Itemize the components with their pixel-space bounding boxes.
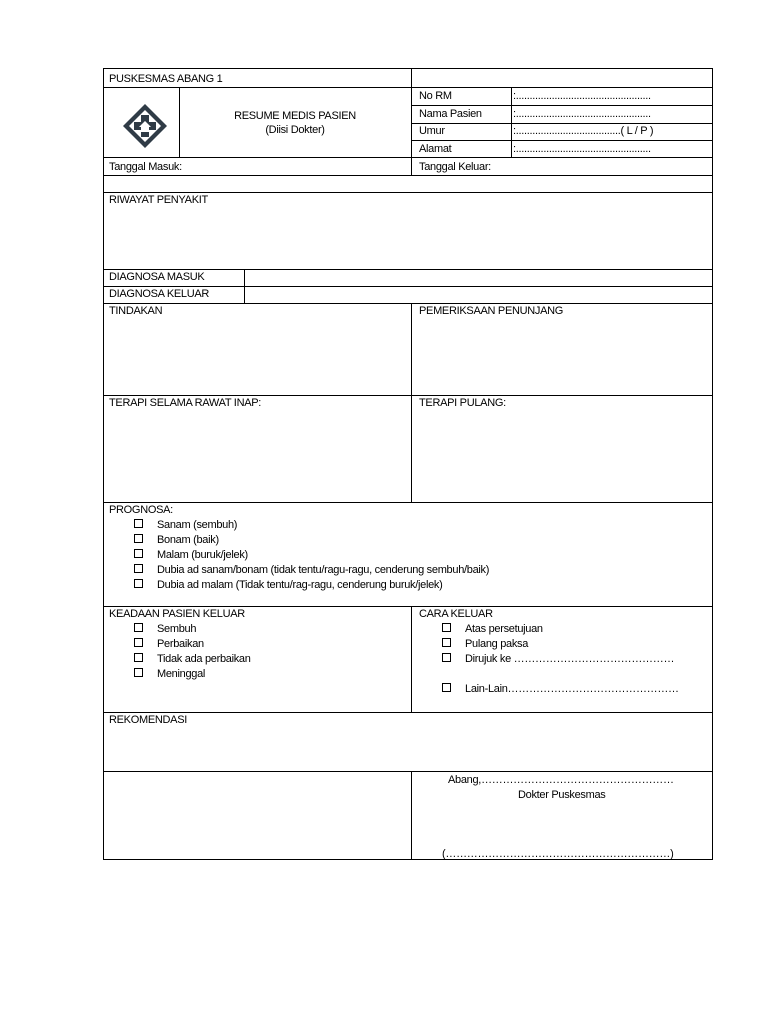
discharge-method-title: CARA KELUAR <box>419 608 493 620</box>
medical-resume-form <box>103 68 713 860</box>
no-rm-label: No RM <box>419 90 452 102</box>
checkbox[interactable] <box>442 653 451 662</box>
divider <box>511 87 512 158</box>
supporting-exam-label: PEMERIKSAAN PENUNJANG <box>419 305 564 317</box>
divider <box>411 771 412 860</box>
clinic-name: PUSKESMAS ABANG 1 <box>109 73 223 85</box>
discharge-method-option[interactable]: Lain-Lain………………………………………… <box>442 682 679 696</box>
discharge-method-option[interactable]: Pulang paksa <box>442 637 528 651</box>
checkbox[interactable] <box>134 549 143 558</box>
checkbox[interactable] <box>134 579 143 588</box>
prognosis-option[interactable]: Bonam (baik) <box>134 533 219 547</box>
checkbox[interactable] <box>442 638 451 647</box>
prognosis-option[interactable]: Dubia ad malam (Tidak tentu/rag-ragu, cenderung buruk/jelek) <box>134 578 442 592</box>
divider <box>104 502 712 503</box>
checkbox[interactable] <box>134 668 143 677</box>
divider <box>411 105 712 106</box>
patient-name-label: Nama Pasien <box>419 108 482 120</box>
checkbox[interactable] <box>442 623 451 632</box>
patient-name-value[interactable]: :................................................. <box>513 108 651 120</box>
signature-place-date[interactable]: Abang,……………………………………………… <box>448 774 674 786</box>
prognosis-option[interactable]: Malam (buruk/jelek) <box>134 548 248 562</box>
discharge-condition-option[interactable]: Perbaikan <box>134 637 204 651</box>
discharge-condition-option[interactable]: Sembuh <box>134 622 196 636</box>
divider <box>104 712 712 713</box>
address-value[interactable]: :................................................. <box>513 143 651 155</box>
divider <box>179 87 180 158</box>
recommendation-label: REKOMENDASI <box>109 714 187 726</box>
divider <box>411 140 712 141</box>
signature-role: Dokter Puskesmas <box>518 789 606 801</box>
divider <box>104 771 712 772</box>
action-label: TINDAKAN <box>109 305 163 317</box>
checkbox[interactable] <box>442 683 451 692</box>
checkbox[interactable] <box>134 564 143 573</box>
divider <box>104 175 712 176</box>
discharge-method-option[interactable]: Atas persetujuan <box>442 622 543 636</box>
age-label: Umur <box>419 125 445 137</box>
no-rm-value[interactable]: :................................................. <box>513 90 651 102</box>
form-subtitle: (Diisi Dokter) <box>265 124 325 136</box>
discharge-date-label: Tanggal Keluar: <box>419 161 491 173</box>
discharge-condition-option[interactable]: Tidak ada perbaikan <box>134 652 251 666</box>
divider <box>244 269 245 304</box>
history-label: RIWAYAT PENYAKIT <box>109 194 208 206</box>
puskesmas-logo-icon <box>122 103 168 149</box>
divider <box>104 157 712 158</box>
checkbox[interactable] <box>134 534 143 543</box>
inpatient-therapy-label: TERAPI SELAMA RAWAT INAP: <box>109 397 262 409</box>
discharge-method-option[interactable]: Dirujuk ke ……………………………………… <box>442 652 674 666</box>
discharge-therapy-label: TERAPI PULANG: <box>419 397 506 409</box>
divider <box>411 69 412 175</box>
checkbox[interactable] <box>134 519 143 528</box>
form-title: RESUME MEDIS PASIEN <box>234 110 356 122</box>
discharge-condition-title: KEADAAN PASIEN KELUAR <box>109 608 245 620</box>
diagnosis-in-label: DIAGNOSA MASUK <box>109 271 205 283</box>
divider <box>104 303 712 304</box>
checkbox[interactable] <box>134 653 143 662</box>
admission-date-label: Tanggal Masuk: <box>109 161 182 173</box>
address-label: Alamat <box>419 143 452 155</box>
divider <box>411 303 412 503</box>
prognosis-title: PROGNOSA: <box>109 504 173 516</box>
checkbox[interactable] <box>134 638 143 647</box>
divider <box>411 606 412 713</box>
age-value[interactable]: :......................................( L / P ) <box>513 125 654 137</box>
diagnosis-out-label: DIAGNOSA KELUAR <box>109 288 210 300</box>
checkbox[interactable] <box>134 623 143 632</box>
signature-name-line[interactable]: (………………………………………………………) <box>442 848 674 860</box>
discharge-condition-option[interactable]: Meninggal <box>134 667 205 681</box>
divider <box>104 87 712 88</box>
prognosis-option[interactable]: Sanam (sembuh) <box>134 518 237 532</box>
prognosis-option[interactable]: Dubia ad sanam/bonam (tidak tentu/ragu-ragu, cenderung sembuh/baik) <box>134 563 489 577</box>
